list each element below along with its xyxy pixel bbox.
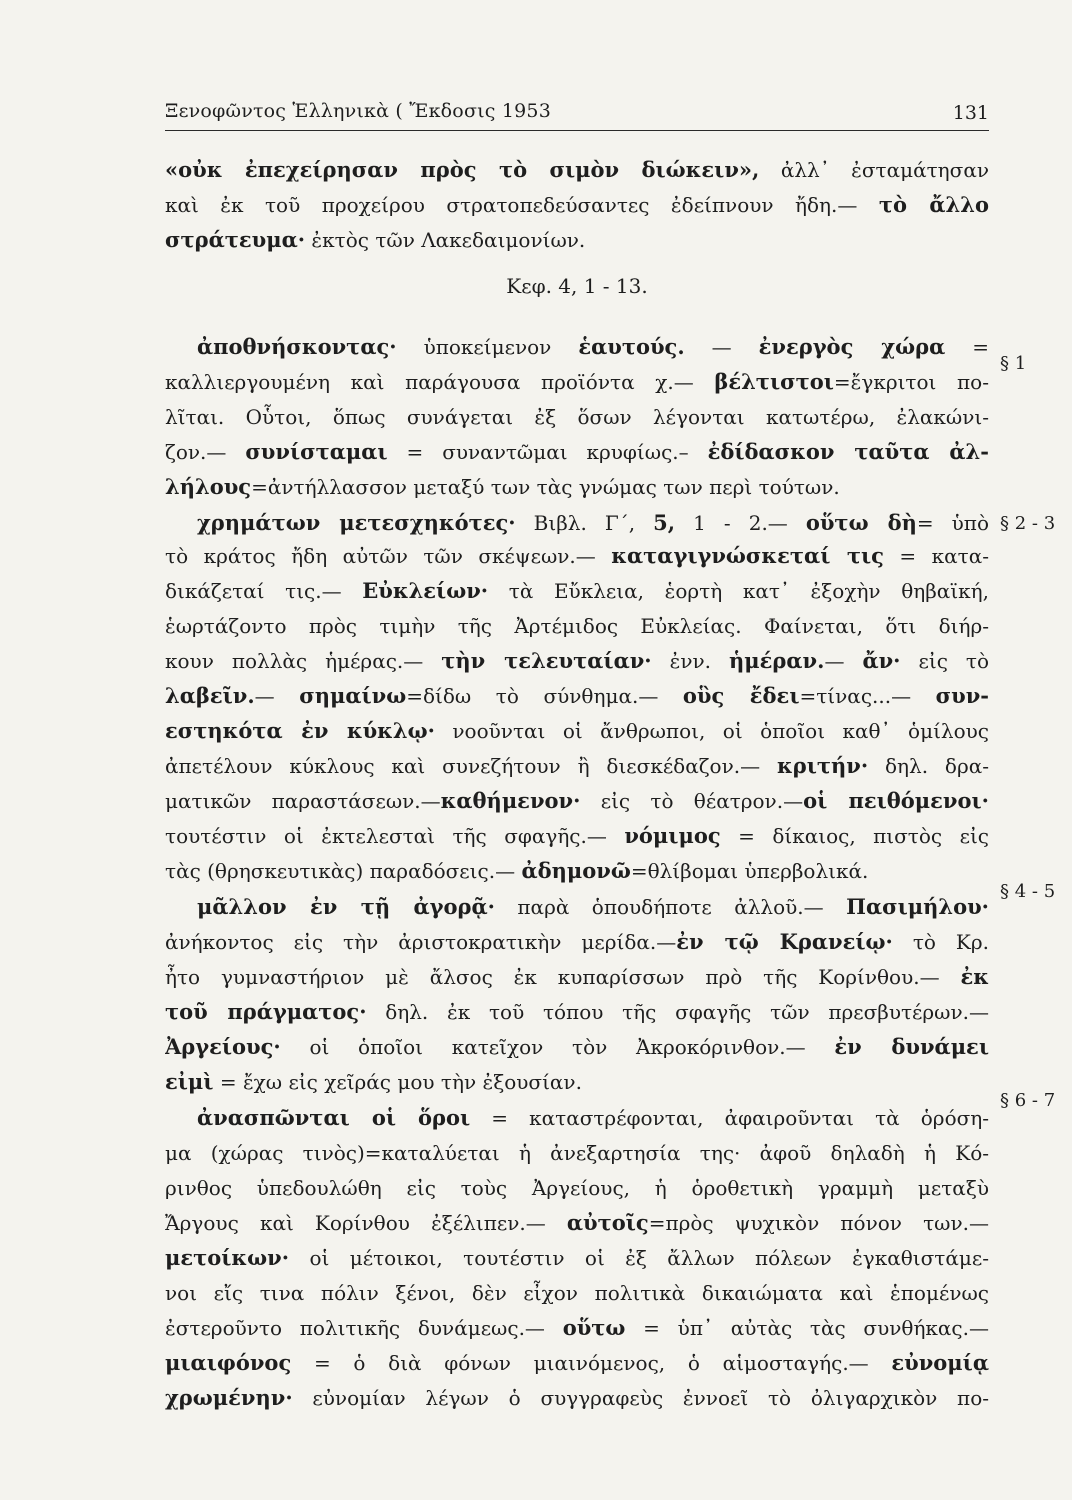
lemma-term: στράτευμα· xyxy=(165,227,306,252)
gloss-text: τὸ Κρ. xyxy=(892,930,989,954)
gloss-text: ρινθος ὑπεδουλώθη εἰς τοὺς Ἀργείους, ἡ ὁροθετικὴ γραμμὴ μεταξὺ xyxy=(165,1176,989,1200)
text-line xyxy=(165,783,989,819)
lemma-term: τοῦ πράγματος· xyxy=(165,999,367,1024)
gloss-text: νοοῦνται οἱ ἄνθρωποι, οἱ ὁποῖοι καθ᾽ ὁμίλους xyxy=(434,719,989,743)
lemma-term: ἐδίδασκον ταῦτα ἀλ- xyxy=(707,439,989,464)
gloss-text: τὰς (θρησκευτικὰς) παραδόσεις.— xyxy=(165,859,522,883)
lemma-term: μᾶλλον ἐν τῇ ἀγορᾷ· xyxy=(197,894,495,919)
text-line xyxy=(165,924,989,960)
gloss-text: ἦτο γυμναστήριον μὲ ἄλσος ἐκ κυπαρίσσων πρὸ τῆς Κορίνθου.— xyxy=(165,965,961,989)
lemma-term: μιαιφόνος xyxy=(165,1350,292,1375)
running-header xyxy=(165,96,989,131)
lemma-term: ἐκ xyxy=(960,964,989,989)
text-line xyxy=(165,329,989,365)
gloss-text: τὰ Εὔκλεια, ἑορτὴ κατ᾽ ἐξοχὴν θηβαϊκή, xyxy=(488,579,989,603)
text-line xyxy=(165,1100,989,1136)
lemma-term: κριτήν· xyxy=(776,753,869,778)
text-line xyxy=(165,434,989,470)
lemma-term: λήλους xyxy=(165,474,252,499)
lemma-term: ἀποθνήσκοντας· xyxy=(197,334,397,359)
gloss-text: = κατα- xyxy=(883,544,989,568)
lemma-term: ἐν τῷ Κρανείῳ· xyxy=(676,929,893,954)
text-line xyxy=(165,152,989,188)
text-line xyxy=(165,818,989,854)
text-line xyxy=(165,853,989,889)
gloss-text: ἀλλ᾽ ἐσταμάτησαν xyxy=(759,158,989,182)
gloss-text: ὑποκείμενον xyxy=(396,335,579,359)
margin-section-ref: § 1 xyxy=(1000,353,1027,374)
lemma-term: οἱ πειθόμενοι· xyxy=(803,788,989,813)
gloss-text: νοι εἴς τινα πόλιν ξένοι, δὲν εἶχον πολιτικὰ δικαιώματα καὶ ἑπομένως xyxy=(165,1281,989,1305)
gloss-text: ἑωρτάζοντο πρὸς τιμὴν τῆς Ἀρτέμιδος Εὐκλείας. Φαίνεται, ὅτι διήρ- xyxy=(165,614,989,638)
gloss-text: ἀπετέλουν κύκλους καὶ συνεζήτουν ἢ διεσκέδαζον.— xyxy=(165,754,777,778)
text-line xyxy=(165,469,989,505)
gloss-text: δηλ. δρα- xyxy=(868,754,989,778)
gloss-text: λῖται. Οὗτοι, ὅπως συνάγεται ἐξ ὅσων λέγονται κατωτέρω, ἐλακώνι- xyxy=(165,405,989,429)
lemma-term: οὕτω xyxy=(562,1315,626,1340)
gloss-text: Κεφ. 4, 1 - 13. xyxy=(506,274,648,298)
lemma-term: χρωμένην· xyxy=(165,1385,293,1410)
text-line xyxy=(165,1029,989,1065)
lemma-term: βέλτιστοι xyxy=(714,369,834,394)
gloss-text: 1 - 2.— xyxy=(675,511,806,535)
lemma-term: Πασιμήλου· xyxy=(846,894,989,919)
lemma-term: Εὐκλείων· xyxy=(362,578,489,603)
text-line xyxy=(165,608,989,644)
gloss-text: ἐστεροῦντο πολιτικῆς δυνάμεως.— xyxy=(165,1316,563,1340)
header-title: Ξενοφῶντος Ἑλληνικὰ ( Ἔκδοσις 1953 xyxy=(165,100,551,122)
gloss-text: =ἔγκριτοι πο- xyxy=(833,370,989,394)
gloss-text: =δίδω τὸ σύνθημα.— xyxy=(406,684,683,708)
lemma-term: τὴν τελευταίαν· xyxy=(441,648,652,673)
gloss-text: = ὑπὸ xyxy=(916,511,989,535)
text-line xyxy=(165,1135,989,1171)
gloss-text: ἐνν. xyxy=(651,649,730,673)
lemma-term: 5, xyxy=(653,510,676,535)
lemma-term: «οὐκ ἐπεχείρησαν πρὸς τὸ σιμὸν διώκειν», xyxy=(165,157,760,182)
lemma-term: χρημάτων μετεσχηκότες· xyxy=(197,510,516,535)
text-line xyxy=(165,1275,989,1311)
page-number: 131 xyxy=(952,102,989,124)
text-line xyxy=(165,268,989,304)
gloss-text: οἱ μέτοικοι, τουτέστιν οἱ ἐξ ἄλλων πόλεων ἐγκαθιστάμε- xyxy=(289,1246,989,1270)
lemma-term: Ἀργείους· xyxy=(165,1034,281,1059)
gloss-text: καὶ ἐκ τοῦ προχείρου στρατοπεδεύσαντες ἐδείπνουν ἤδη.— xyxy=(165,193,879,217)
lemma-term: νόμιμος xyxy=(624,823,721,848)
text-line xyxy=(165,505,989,541)
gloss-text: εἰς τὸ xyxy=(900,649,989,673)
text-line xyxy=(165,399,989,435)
lemma-term: οὕτω δὴ xyxy=(805,510,917,535)
lemma-term: ἐνεργὸς χώρα xyxy=(758,334,946,359)
gloss-text: =ἀντήλλασσον μεταξύ των τὰς γνώμας των περὶ τούτων. xyxy=(251,475,840,499)
margin-section-ref: § 2 - 3 xyxy=(1000,513,1056,534)
text-line xyxy=(165,1170,989,1206)
text-line xyxy=(165,1205,989,1241)
lemma-term: οὓς ἔδει xyxy=(682,683,800,708)
gloss-text: παρὰ ὁπουδήποτε ἀλλοῦ.— xyxy=(494,895,847,919)
gloss-text: ζον.— xyxy=(165,440,246,464)
lemma-term: αὐτοῖς xyxy=(566,1210,649,1235)
lemma-term: ἀνασπῶνται οἱ ὅροι xyxy=(197,1105,471,1130)
gloss-text: δηλ. ἐκ τοῦ τόπου τῆς σφαγῆς τῶν πρεσβυτέρων.— xyxy=(366,1000,989,1024)
lemma-term: καθήμενον· xyxy=(440,788,581,813)
lemma-term: ἀδημονῶ xyxy=(521,858,631,883)
gloss-text: εὐνομίαν λέγων ὁ συγγραφεὺς ἐννοεῖ τὸ ὀλιγαρχικὸν πο- xyxy=(292,1386,989,1410)
gloss-text: = καταστρέφονται, ἀφαιροῦνται τὰ ὁρόση- xyxy=(470,1106,989,1130)
lemma-term: συν- xyxy=(935,683,989,708)
gloss-text: ἐκτὸς τῶν Λακεδαιμονίων. xyxy=(305,228,586,252)
gloss-text: Ἄργους καὶ Κορίνθου ἐξέλιπεν.— xyxy=(165,1211,567,1235)
text-line xyxy=(165,994,989,1030)
gloss-text: — xyxy=(824,649,863,673)
text-line xyxy=(165,1240,989,1276)
margin-section-ref: § 4 - 5 xyxy=(1000,881,1056,902)
text-line xyxy=(165,538,989,574)
lemma-term: εὐνομίᾳ xyxy=(891,1350,989,1375)
lemma-term: εστηκότα ἐν κύκλῳ· xyxy=(165,718,435,743)
margin-section-ref: § 6 - 7 xyxy=(1000,1090,1056,1111)
gloss-text: ματικῶν παραστάσεων.— xyxy=(165,789,441,813)
lemma-term: εἰμὶ xyxy=(165,1069,214,1094)
gloss-text: τουτέστιν οἱ ἐκτελεσταὶ τῆς σφαγῆς.— xyxy=(165,824,625,848)
lemma-term: καταγιγνώσκεταί τις xyxy=(611,543,884,568)
gloss-text: τὸ κράτος ἤδη αὐτῶν τῶν σκέψεων.— xyxy=(165,544,612,568)
lemma-term: ἑαυτούς. xyxy=(578,334,685,359)
lemma-term: ἐν δυνάμει xyxy=(834,1034,989,1059)
gloss-text: — xyxy=(684,335,759,359)
lemma-term: ἡμέραν. xyxy=(729,648,825,673)
gloss-text: = ὑπ᾽ αὐτὰς τὰς συνθήκας.— xyxy=(625,1316,989,1340)
gloss-text: ἀνήκοντος εἰς τὴν ἀριστοκρατικὴν μερίδα.— xyxy=(165,930,677,954)
text-line xyxy=(165,643,989,679)
gloss-text: — xyxy=(254,684,300,708)
lemma-term: σημαίνω xyxy=(299,683,407,708)
gloss-text: καλλιεργουμένη καὶ παράγουσα προϊόντα χ.— xyxy=(165,370,715,394)
gloss-text: εἰς τὸ θέατρον.— xyxy=(580,789,804,813)
gloss-text: = ὁ διὰ φόνων μιαινόμενος, ὁ αἱμοσταγής.— xyxy=(291,1351,892,1375)
text-line xyxy=(165,678,989,714)
gloss-text: = συναντῶμαι κρυφίως.– xyxy=(387,440,708,464)
text-line xyxy=(165,187,989,223)
gloss-text: οἱ ὁποῖοι κατεῖχον τὸν Ἀκροκόρινθον.— xyxy=(280,1035,835,1059)
text-line xyxy=(165,1345,989,1381)
text-line xyxy=(165,889,989,925)
gloss-text: =θλίβομαι ὑπερβολικά. xyxy=(630,859,869,883)
lemma-term: συνίσταμαι xyxy=(245,439,388,464)
text-line xyxy=(165,1310,989,1346)
gloss-text: =τίνας...— xyxy=(799,684,936,708)
gloss-text: = ἔχω εἰς χεῖράς μου τὴν ἐξουσίαν. xyxy=(213,1070,582,1094)
text-line xyxy=(165,364,989,400)
lemma-term: μετοίκων· xyxy=(165,1245,290,1270)
text-line xyxy=(165,959,989,995)
lemma-term: λαβεῖν. xyxy=(165,683,255,708)
text-line xyxy=(165,1064,989,1100)
text-line xyxy=(165,573,989,609)
gloss-text: =πρὸς ψυχικὸν πόνον των.— xyxy=(648,1211,989,1235)
lemma-term: τὸ ἄλλο xyxy=(878,192,989,217)
gloss-text: δικάζεταί τις.— xyxy=(165,579,363,603)
text-line xyxy=(165,748,989,784)
gloss-text: = δίκαιος, πιστὸς εἰς xyxy=(720,824,989,848)
text-line xyxy=(165,713,989,749)
text-line xyxy=(165,1380,989,1416)
gloss-text: κουν πολλὰς ἡμέρας.— xyxy=(165,649,442,673)
gloss-text: = xyxy=(945,335,989,359)
gloss-text: Βιβλ. Γ΄, xyxy=(515,511,654,535)
gloss-text: μα (χώρας τινὸς)=καταλύεται ἡ ἀνεξαρτησία της· ἀφοῦ δηλαδὴ ἡ Κό- xyxy=(165,1141,989,1165)
lemma-term: ἄν· xyxy=(862,648,901,673)
text-line xyxy=(165,222,989,258)
